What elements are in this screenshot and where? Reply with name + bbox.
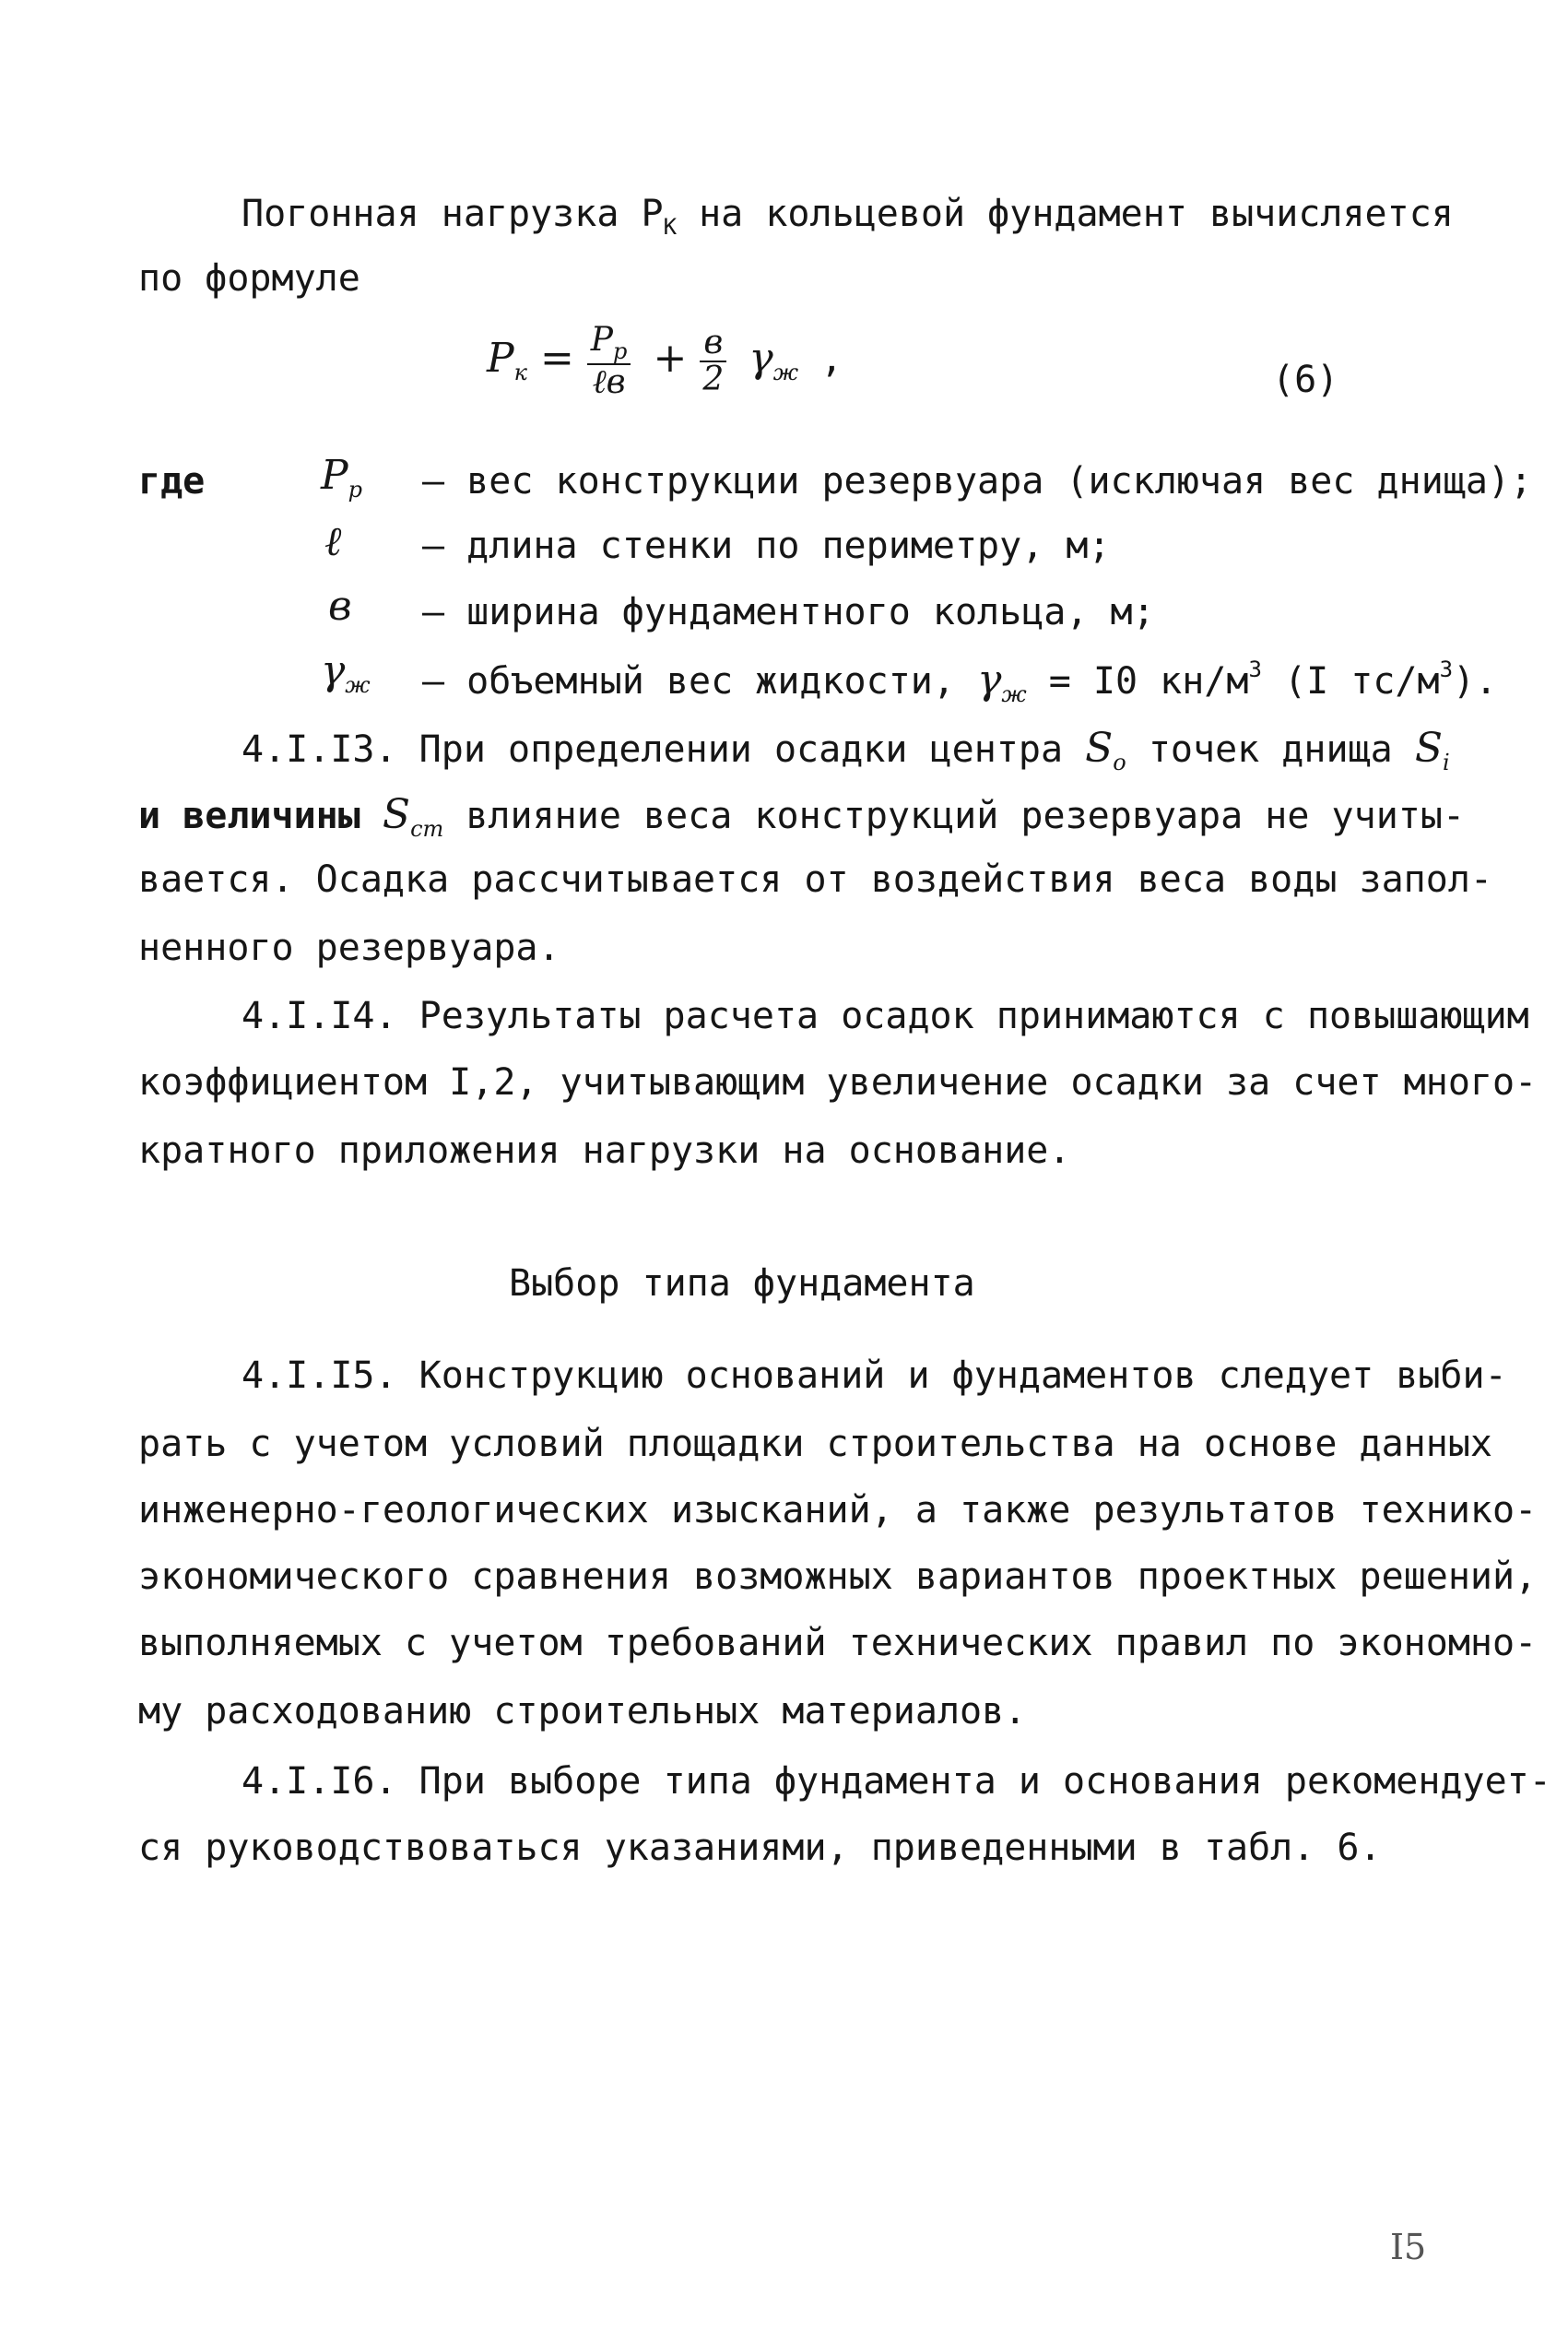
definition-row: в bbox=[328, 583, 352, 630]
formula-fraction-1: $\frac{P_р}{\text{ℓв}}$ bbox=[587, 323, 631, 400]
paragraph-4-1-16-line-2: ся руководствоваться указаниями, приведенными в табл. 6. bbox=[138, 1827, 1382, 1869]
paragraph-4-1-15-line-1: 4.I.I5. Конструкцию оснований и фундаментов следует выби- bbox=[242, 1354, 1507, 1397]
intro-line-2: по формуле bbox=[138, 257, 360, 300]
paragraph-4-1-15-line-3: инженерно-геологических изысканий, а также результатов технико- bbox=[138, 1489, 1538, 1532]
paragraph-4-1-14-line-2: коэффициентом I,2, учитывающим увеличение осадки за счет много- bbox=[138, 1061, 1538, 1104]
paragraph-4-1-14-line-3: кратного приложения нагрузки на основание. bbox=[138, 1130, 1071, 1172]
definition-text: – объемный вес жидкости, $\gamma_ж = I0$ $кн/м^3$ (I $тс/м^3$). bbox=[422, 656, 1498, 707]
formula-fraction-2: $\frac{в}{2}$ bbox=[700, 325, 726, 397]
definition-row: $\gamma_ж$ bbox=[321, 647, 371, 698]
intro-line-1: Погонная нагрузка $Р_К$ на кольцевой фундамент вычисляется bbox=[242, 193, 1454, 240]
where-label: где bbox=[138, 460, 206, 503]
paragraph-4-1-13-line-1: 4.I.I3. При определении осадки центра $S_о$ точек днища $S_i$ bbox=[242, 725, 1450, 775]
paragraph-4-1-16-line-1: 4.I.I6. При выборе типа фундамента и основания рекомендует- bbox=[242, 1760, 1551, 1803]
paragraph-4-1-15-line-5: выполняемых с учетом требований технических правил по экономно- bbox=[138, 1622, 1538, 1664]
formula-number: (6) bbox=[1272, 359, 1339, 401]
paragraph-4-1-13-line-2: и величины $S_{ст}$ влияние веса конструкций резервуара не учиты- bbox=[138, 791, 1466, 842]
paragraph-4-1-15-line-2: рать с учетом условий площадки строительства на основе данных bbox=[138, 1423, 1493, 1465]
page-number: I5 bbox=[1390, 2227, 1427, 2267]
definition-text: – длина стенки по периметру, м; bbox=[422, 525, 1111, 567]
paragraph-4-1-14-line-1: 4.I.I4. Результаты расчета осадок принимаются с повышающим bbox=[242, 995, 1529, 1037]
section-heading: Выбор типа фундамента bbox=[509, 1262, 975, 1305]
paragraph-4-1-13-line-3: вается. Осадка рассчитывается от воздействия веса воды запол- bbox=[138, 858, 1493, 901]
definition-text: – ширина фундаментного кольца, м; bbox=[422, 591, 1155, 633]
definition-text: – вес конструкции резервуара (исключая вес днища); bbox=[422, 460, 1533, 503]
paragraph-4-1-15-line-4: экономического сравнения возможных вариантов проектных решений, bbox=[138, 1555, 1538, 1598]
definition-row: ℓ bbox=[324, 518, 342, 565]
paragraph-4-1-15-line-6: му расходованию строительных материалов. bbox=[138, 1690, 1027, 1733]
formula-6: $P_к$ = $\frac{P_р}{\text{ℓв}}$ + $\frac{в}{2}$ $\gamma_ж$ , bbox=[487, 321, 843, 402]
paragraph-4-1-13-line-4: ненного резервуара. bbox=[138, 927, 560, 969]
definition-row: $P_р$ bbox=[321, 452, 362, 503]
